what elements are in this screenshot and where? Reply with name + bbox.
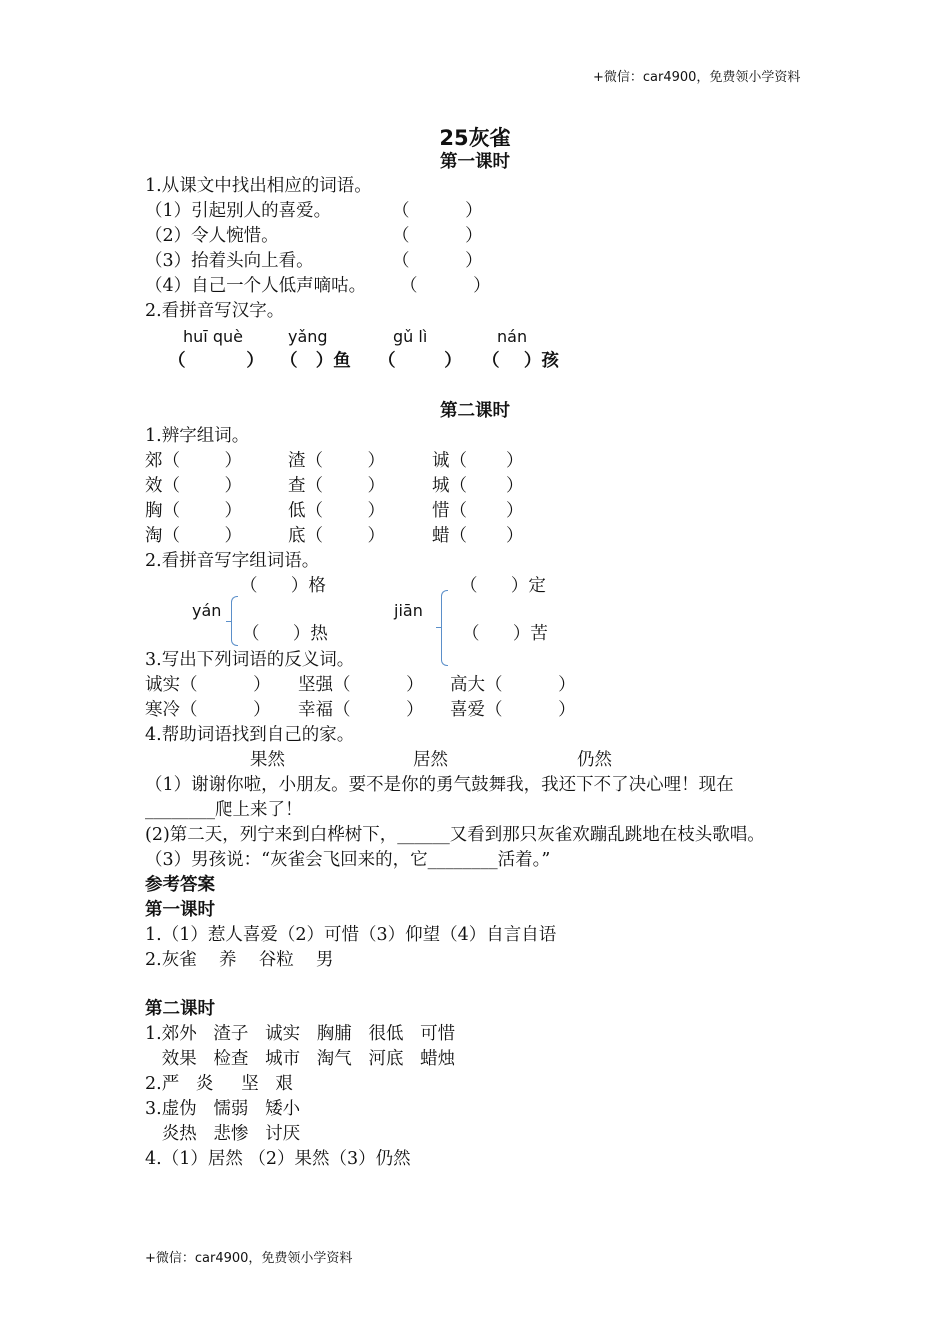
l2-q1-cell: 效（ ）	[145, 476, 243, 496]
jian-brace-tick	[436, 627, 441, 628]
l1-q2-prompt: 2.看拼音写汉字。	[145, 301, 285, 321]
jian-brace	[441, 590, 448, 666]
yan-top: （ ）格	[240, 576, 326, 596]
answer-line: 效果 检查 城市 淘气 河底 蜡烛	[145, 1049, 456, 1069]
pinyin-3: gǔ lì	[393, 327, 428, 346]
answer-line: 1.郊外 渣子 诚实 胸脯 很低 可惜	[145, 1024, 456, 1044]
l1-q1-blank-3: （ ）	[392, 251, 483, 271]
l2-q1-cell: 淘（ ）	[145, 526, 243, 546]
l2-q1-cell: 郊（ ）	[145, 451, 243, 471]
l1-q1-item-1: （1）引起别人的喜爱。	[145, 201, 332, 221]
l1-q1-blank-1: （ ）	[392, 201, 483, 221]
answer-line: 4.（1）居然 （2）果然（3）仍然	[145, 1149, 411, 1169]
antonym-cell: 高大（ ）	[450, 675, 576, 695]
answers-heading: 参考答案	[145, 875, 215, 895]
l1-q1-prompt: 1.从课文中找出相应的词语。	[145, 176, 372, 196]
pinyin-1: huī què	[183, 327, 243, 346]
yan-brace-tick	[226, 621, 231, 622]
antonym-cell: 寒冷（ ）	[145, 700, 271, 720]
pinyin-answer-4: （ ）孩	[482, 351, 559, 371]
l1-q1-item-4: （4）自己一个人低声嘀咕。	[145, 276, 367, 296]
antonym-cell: 喜爱（ ）	[450, 700, 576, 720]
l2-q1-cell: 渣（ ）	[288, 451, 386, 471]
answer-line: 2.严 炎 坚 艰	[145, 1074, 293, 1094]
l2-q1-cell: 蜡（ ）	[432, 526, 524, 546]
sentence-2: (2)第二天，列宁来到白桦树下，______又看到那只灰雀欢蹦乱跳地在枝头歌唱。	[145, 825, 765, 845]
antonym-cell: 幸福（ ）	[298, 700, 424, 720]
pinyin-4: nán	[497, 327, 528, 346]
l2-q1-cell: 低（ ）	[288, 501, 386, 521]
sentence-1a: （1）谢谢你啦，小朋友。要不是你的勇气鼓舞我，我还下不了决心哩！现在	[145, 775, 734, 795]
jian-pinyin: jiān	[394, 601, 423, 620]
sentence-1b: ________爬上来了！	[145, 800, 303, 820]
pinyin-answer-2: （ ）鱼	[280, 351, 351, 371]
word-option-1: 果然	[250, 750, 285, 770]
antonym-cell: 坚强（ ）	[298, 675, 424, 695]
watermark-top: +微信：car4900，免费领小学资料	[593, 70, 801, 85]
l2-q2-prompt: 2.看拼音写字组词语。	[145, 551, 320, 571]
word-option-2: 居然	[413, 750, 448, 770]
l2-q1-cell: 诚（ ）	[432, 451, 524, 471]
lesson1-heading: 第一课时	[440, 152, 510, 172]
jian-bottom: （ ）苦	[462, 624, 548, 644]
answers-l2-heading: 第二课时	[145, 999, 215, 1019]
page-title: 25灰雀	[439, 126, 511, 150]
l1-q1-item-2: （2）令人惋惜。	[145, 226, 279, 246]
l1-q1-item-3: （3）抬着头向上看。	[145, 251, 314, 271]
pinyin-answer-3: （ ）	[378, 351, 462, 371]
lesson2-heading: 第二课时	[440, 401, 510, 421]
pinyin-answer-1: （ ）	[168, 351, 264, 371]
jian-top: （ ）定	[460, 576, 546, 596]
l2-q1-cell: 底（ ）	[288, 526, 386, 546]
sentence-3: （3）男孩说：“灰雀会飞回来的，它________活着。”	[145, 850, 551, 870]
answer-line: 炎热 悲惨 讨厌	[145, 1124, 301, 1144]
answer-line: 1.（1）惹人喜爱（2）可惜（3）仰望（4）自言自语	[145, 925, 557, 945]
answer-line: 3.虚伪 懦弱 矮小	[145, 1099, 301, 1119]
watermark-bottom: +微信：car4900，免费领小学资料	[145, 1251, 353, 1266]
l1-q1-blank-4: （ ）	[400, 276, 491, 296]
yan-bottom: （ ）热	[242, 624, 328, 644]
yan-brace	[231, 596, 238, 646]
yan-pinyin: yán	[192, 601, 222, 620]
l2-q1-cell: 查（ ）	[288, 476, 386, 496]
answers-l1-heading: 第一课时	[145, 900, 215, 920]
l2-q1-cell: 惜（ ）	[432, 501, 524, 521]
l2-q1-cell: 胸（ ）	[145, 501, 243, 521]
l2-q3-prompt: 3.写出下列词语的反义词。	[145, 650, 355, 670]
word-option-3: 仍然	[577, 750, 612, 770]
pinyin-2: yǎng	[288, 327, 328, 346]
l2-q1-cell: 城（ ）	[432, 476, 524, 496]
l2-q4-prompt: 4.帮助词语找到自己的家。	[145, 725, 355, 745]
antonym-cell: 诚实（ ）	[145, 675, 271, 695]
answer-line: 2.灰雀 养 谷粒 男	[145, 950, 334, 970]
l1-q1-blank-2: （ ）	[392, 226, 483, 246]
l2-q1-prompt: 1.辨字组词。	[145, 426, 250, 446]
